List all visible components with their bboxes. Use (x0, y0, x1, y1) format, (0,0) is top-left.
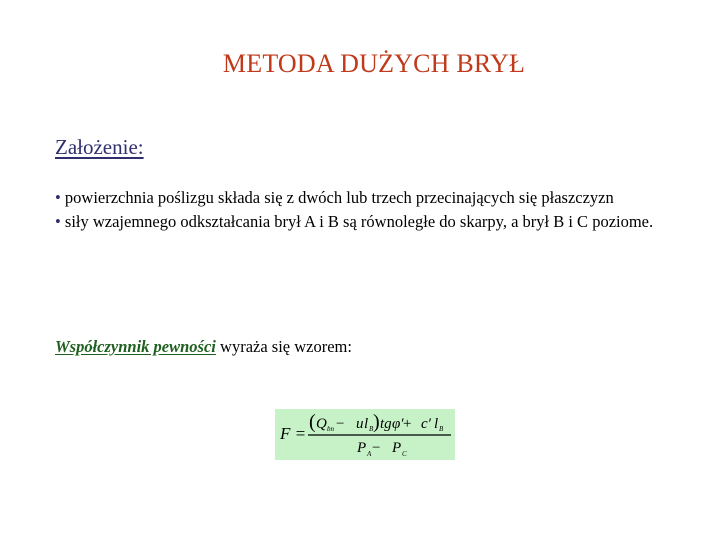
bullet-marker: • (55, 211, 61, 231)
formula-phi: φ′ (392, 416, 404, 432)
formula-P2: P (392, 440, 402, 456)
safety-factor-formula (275, 409, 455, 460)
assumption-heading: Założenie: (55, 135, 144, 159)
bullet-item-slip-surface (55, 188, 688, 209)
formula-P1-subscript: A (367, 450, 372, 458)
formula-l2-subscript: B (439, 425, 444, 433)
formula-minus-1: − (336, 416, 345, 432)
formula-tg: tg (380, 416, 392, 432)
formula-close-paren: ) (373, 411, 380, 433)
bullet-text: siły wzajemnego odkształcania brył A i B są równoległe do skarpy, a brył B i C poziome. (60, 211, 654, 231)
bullet-item-forces (55, 212, 688, 233)
formula-lhs: F = (280, 424, 307, 443)
formula-u: u (356, 416, 364, 432)
assumption-list (55, 188, 688, 235)
bullet-text: powierzchnia poślizgu składa się z dwóch lub trzech przecinających się płaszczyzn (60, 188, 614, 207)
coefficient-sentence (55, 337, 352, 357)
formula-Q: Q (316, 416, 327, 432)
slide-title: METODA DUŻYCH BRYŁ (222, 49, 526, 78)
formula-minus-2: − (372, 440, 381, 456)
formula-P1: P (357, 440, 367, 456)
formula-l2: l (434, 416, 439, 432)
formula-P2-subscript: C (402, 450, 407, 458)
formula-box (275, 409, 455, 460)
formula-open-paren: ( (309, 411, 316, 433)
formula-l-subscript: B (369, 425, 374, 433)
formula-Q-subscript: bn (327, 425, 334, 433)
formula-plus: + (403, 416, 412, 432)
coefficient-term: Współczynnik pewności (55, 337, 216, 356)
formula-l: l (364, 416, 369, 432)
bullet-marker: • (55, 188, 61, 207)
formula-c: c′ (421, 416, 431, 432)
coefficient-rest: wyraża się wzorem: (215, 337, 352, 356)
